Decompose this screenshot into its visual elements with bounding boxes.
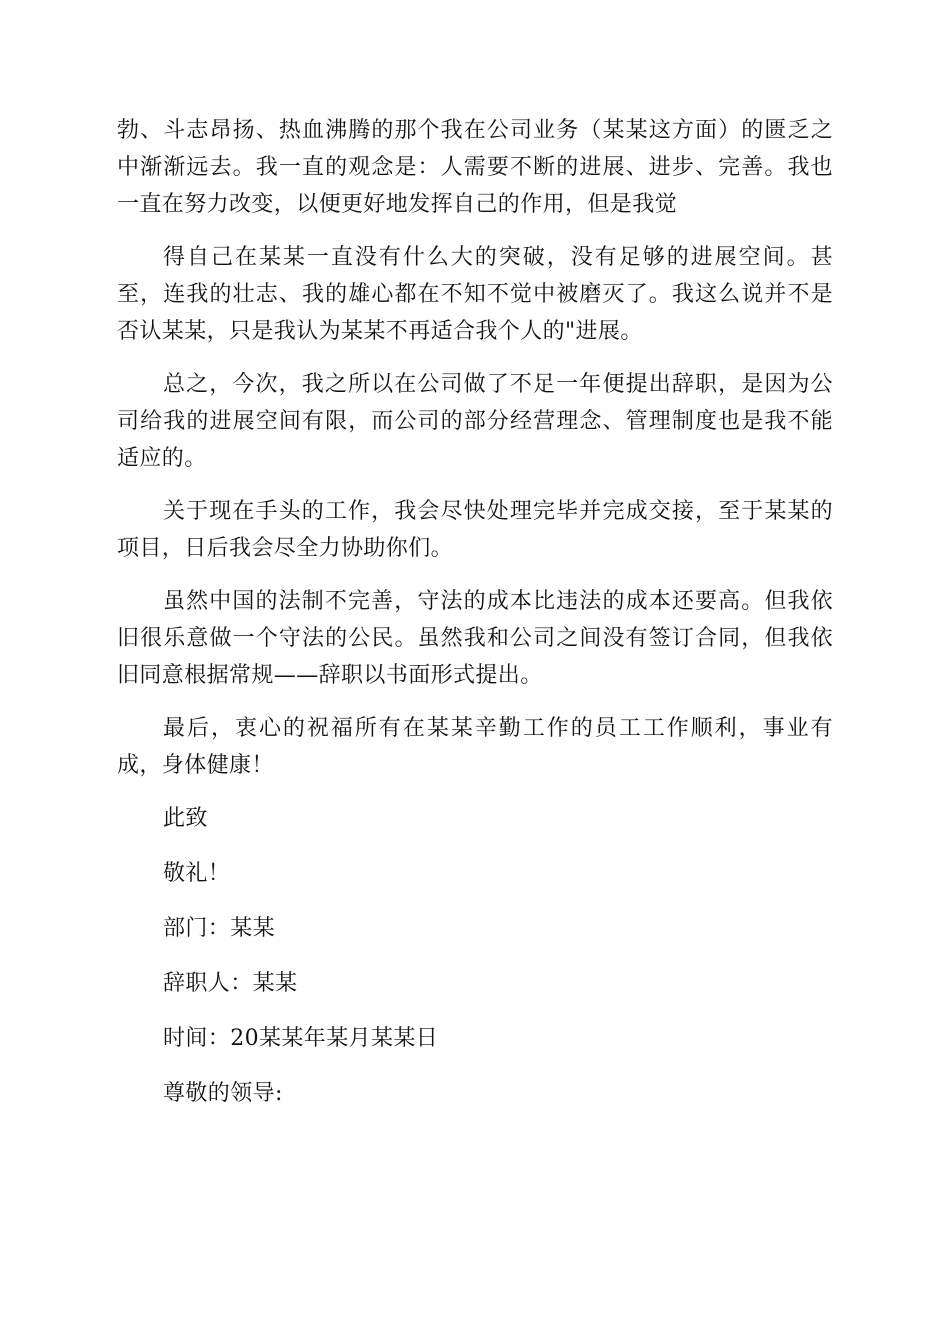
paragraph-handover: 关于现在手头的工作，我会尽快处理完毕并完成交接，至于某某的项目，日后我会尽全力协助你们。 (117, 499, 833, 561)
signature-department: 部门：某某 (163, 916, 276, 941)
paragraph-blessing: 最后，衷心的祝福所有在某某辛勤工作的员工工作顺利，事业有成，身体健康！ (117, 716, 833, 778)
paragraph-continuation: 勃、斗志昂扬、热血沸腾的那个我在公司业务（某某这方面）的匮乏之中渐渐远去。我一直的观念是：人需要不断的进展、进步、完善。我也一直在努力改变，以便更好地发挥自己的作用，但是我觉 (117, 118, 833, 217)
next-letter-salutation: 尊敬的领导: (163, 1081, 283, 1106)
signature-date: 时间：20某某年某月某某日 (163, 1026, 439, 1051)
closing-greeting: 此致 (163, 806, 208, 831)
paragraph-no-breakthrough: 得自己在某某一直没有什么大的突破，没有足够的进展空间。甚至，连我的壮志、我的雄心都在不知不觉中被磨灭了。我这么说并不是否认某某，只是我认为某某不再适合我个人的"进展。 (117, 245, 833, 344)
paragraph-law-abiding: 虽然中国的法制不完善，守法的成本比违法的成本还要高。但我依旧很乐意做一个守法的公民。虽然我和公司之间没有签订合同，但我依旧同意根据常规——辞职以书面形式提出。 (117, 589, 833, 688)
paragraph-reason-summary: 总之，今次，我之所以在公司做了不足一年便提出辞职，是因为公司给我的进展空间有限，而公司的部分经营理念、管理制度也是我不能适应的。 (117, 372, 833, 471)
closing-salute: 敬礼！ (163, 861, 231, 886)
letter-body (117, 112, 833, 1130)
signature-resigner: 辞职人：某某 (163, 971, 298, 996)
